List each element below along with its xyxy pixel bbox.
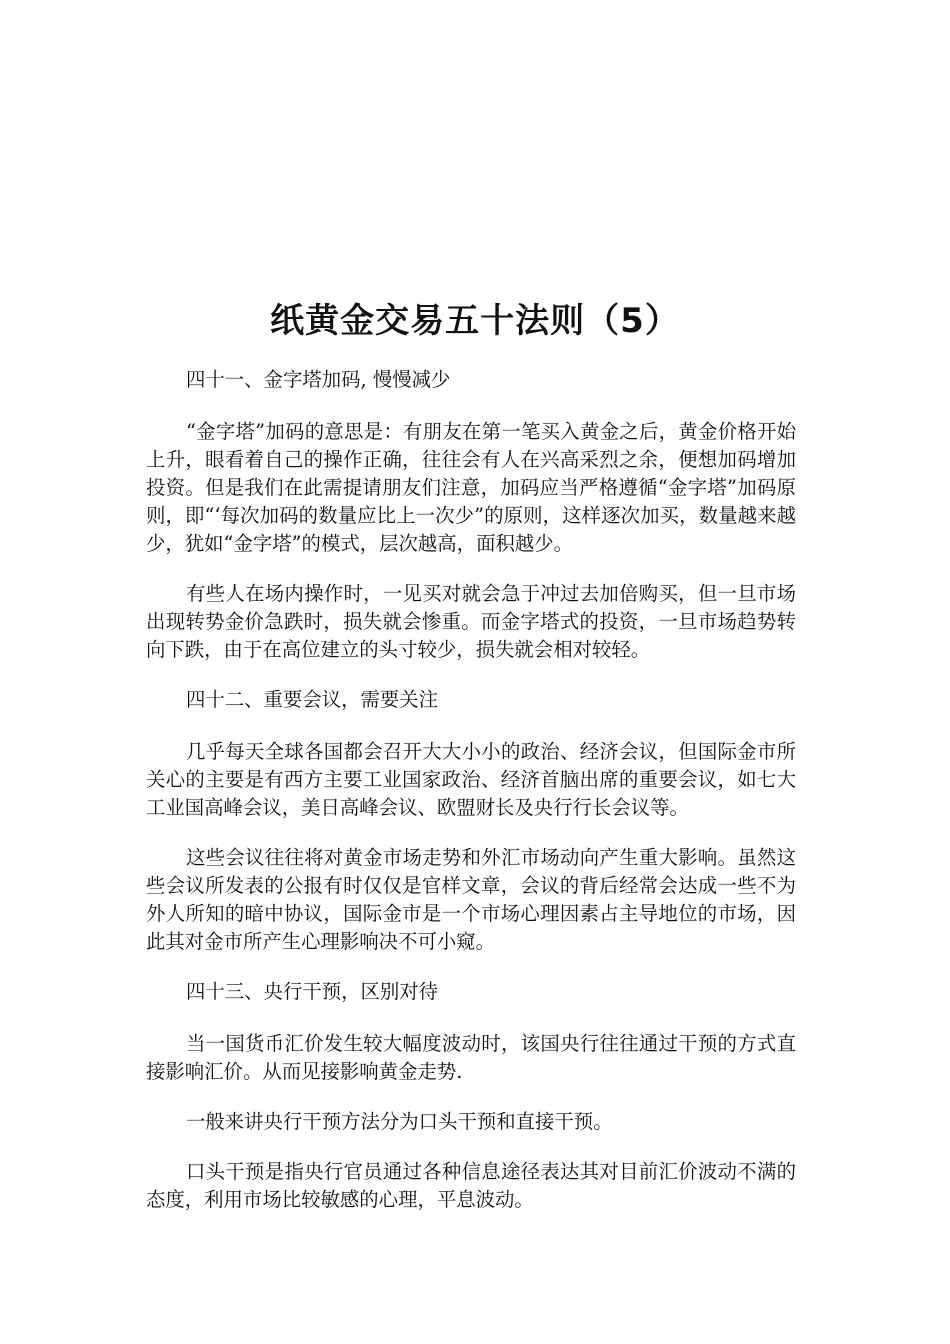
paragraph: 当一国货币汇价发生较大幅度波动时，该国央行往往通过干预的方式直接影响汇价。从而见接影响黄金走势. bbox=[146, 1032, 796, 1083]
paragraph: 几乎每天全球各国都会召开大大小小的政治、经济会议，但国际金市所关心的主要是有西方主要工业国家政治、经济首脑出席的重要会议，如七大工业国高峰会议，美日高峰会议、欧盟财长及央行行长会议等。 bbox=[146, 740, 796, 819]
paragraph: 有些人在场内操作时，一见买对就会急于冲过去加倍购买，但一旦市场出现转势金价急跌时，损失就会惨重。而金字塔式的投资，一旦市场趋势转向下跌，由于在高位建立的头寸较少，损失就会相对较轻。 bbox=[146, 582, 796, 661]
paragraph: “金字塔”加码的意思是：有朋友在第一笔买入黄金之后，黄金价格开始上升，眼看着自己的操作正确，往往会有人在兴高采烈之余，便想加码增加投资。但是我们在此需提请朋友们注意，加码应当严格遵循“金字塔”加码原则，即“‘每次加码的数量应比上一次少”的原则，这样逐次加买，数量越来越少，犹如“金字塔”的模式，层次越高，面积越少。 bbox=[146, 420, 796, 555]
paragraph: 这些会议往往将对黄金市场走势和外汇市场动向产生重大影响。虽然这些会议所发表的公报有时仅仅是官样文章，会议的背后经常会达成一些不为外人所知的暗中协议，国际金市是一个市场心理因素占主导地位的市场，因此其对金市所产生心理影响决不可小窥。 bbox=[146, 846, 796, 953]
section-heading: 四十二、重要会议，需要关注 bbox=[186, 688, 439, 711]
paragraph: 口头干预是指央行官员通过各种信息途径表达其对目前汇价波动不满的态度，利用市场比较敏感的心理，平息波动。 bbox=[146, 1160, 796, 1211]
section-heading: 四十一、金字塔加码, 慢慢减少 bbox=[186, 368, 451, 391]
section-heading: 四十三、央行干预，区别对待 bbox=[186, 980, 439, 1003]
paragraph: 一般来讲央行干预方法分为口头干预和直接干预。 bbox=[186, 1110, 613, 1133]
document-title: 纸黄金交易五十法则（5） bbox=[270, 301, 680, 341]
document-body bbox=[146, 366, 796, 1236]
